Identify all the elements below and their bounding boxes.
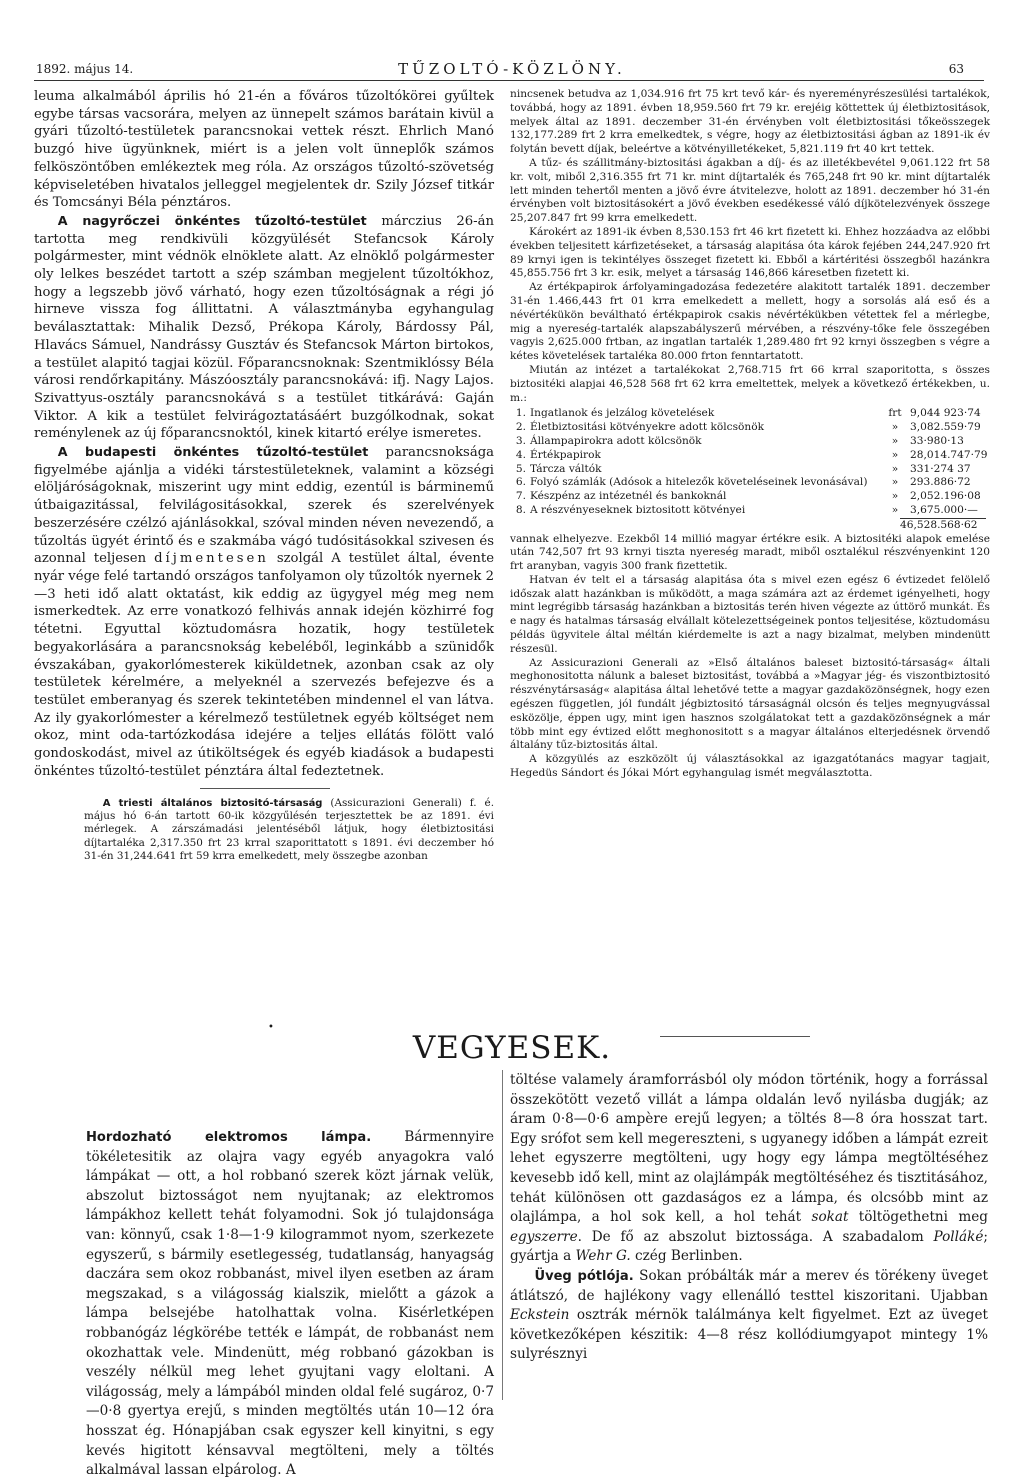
heading-uveg: Üveg pótlója. (534, 1268, 634, 1284)
list-item-amount: 331·274 37 (910, 462, 971, 475)
list-item-label: A részvényeseknek biztositott kötvényei (530, 503, 746, 516)
paragraph-lampa-cont (510, 1071, 988, 1267)
page-number: 63 (948, 62, 964, 76)
heading-triesti: A triesti általános biztositó-társaság (102, 798, 323, 809)
list-item-number: 7. (515, 490, 526, 503)
text-wehr: Wehr G. (575, 1248, 631, 1265)
list-item-currency: » (891, 434, 899, 447)
list-item-label: Állampapirokra adott kölcsönök (530, 434, 702, 447)
text-nagyroczei: márczius 26-án tartotta meg rendkivüli közgyülését Stefancsok Károly polgármester, mint védnök elnöklete alatt. Az elnöklő polgármester oly lelkes beszédet tartott a szép számban megjelent tűzoltókhoz, hogy a legszebb jövő várható, hogy ezen tűzoltóságnak a régi jó hirneve vissza fog állittatni. A választmányba egyhangulag beválasztattak: Mihalik Dezső, Prékopa Károly, Bárdossy Pál, Hlavács Sámuel, Nandrássy Gusztáv és Stefancsok Márton birtokos, a testület alapitó tagjai közül. Főparancsnoknak: Szentmiklóssy Béla városi rendőrkapitány. Mászóosztály parancsnokává: ifj. Nagy Lajos. Szivattyus-osztály parancsnokává s a testület titkárává: Gaján Viktor. A kik a testület felvirágoztatásáért buzgólkodnak, sokat reménylenek az új főparancsnoktól, kinek kitartó erélye ismeretes. (34, 213, 494, 442)
list-item-label: Értékpapirok (530, 448, 601, 461)
text-triesti: (Assicurazioni Generali) f. é. május hó 6-án tartott 60-ik közgyűlésén terjesztettek be az 1891. évi mérlegek. A zárszámadási jelentéséből látjuk, hogy életbiztositási díjtartaléka 2,317.350 frt 23 krral szaporittatott s 1891. évi deczember hó 31-én 31,244.641 frt 59 krra emelkedett, mely összegbe azonban (84, 797, 494, 862)
heading-budapesti: A budapesti önkéntes tűzoltó-testület (57, 444, 369, 460)
list-item-label: Készpénz az intézetnél és bankoknál (530, 490, 727, 503)
list-item-amount: 33·980·13 (910, 434, 964, 447)
list-item-amount: 9,044 923·74 (910, 407, 981, 420)
list-item-number: 4. (515, 448, 526, 461)
list-item-number: 1. (515, 407, 526, 420)
list-item-number: 8. (515, 503, 526, 516)
column-divider (502, 1070, 503, 1400)
list-item (510, 476, 990, 490)
text-lampa-cont-d: ; gyártja a (510, 1228, 988, 1265)
text-budapesti-b: szolgál A testület által, évente nyár vége felé tartandó országos tanfolyamon oly tűzoltók nyernek 2—3 heti idő alatt oktatást, kik eddig az ügygyel még meg nem ismerkedtek. Az erre vonatkozó felhivás annak idején közhirré fog tétetni. Egyuttal köztudomásra hozatik, hogy testületek begyakorlására a parancsnokság kebeléből, leginkább a szünidők évszakában, gyakorlómesterek kiküldetnek, azonban csak az oly testületek kérelmére, a melyeknél a szervezés befejezve és a testület emberanyag és szerek tekintetében mindennel el van látva. Az ily gyakorlómester a kérelmező testületnek egyéb költséget nem okoz, mint oda-tartózkodása idejére a teljes ellátás fölött való gondoskodást, mivel az útiköltségek és egyéb kiadások a budapesti önkéntes tűzoltó-testület pénztára által fedeztetnek. (34, 551, 495, 779)
text-dijmentesen: díjmentesen (154, 551, 269, 567)
paragraph-b4: Az értékpapirok árfolyamingadozása fedezetére alakitott tartalék 1891. deczember 31-én 1.466,443 frt 01 krra emelkedett a mellett, hogy a sorsolás alá eső és a névértékükön beváltható értékpapirok csakis névértékükben vétettek fel a mérlegbe, mig a nyereség-tartalék alapszabályszerű mérvében, a részvény-tőke fele összegében vagyis 2,625.000 frtban, az ingatlan tartalék 1,289.480 frt 92 krnyi összegben s végre a kétes követelések tartaléka 80.000 frton fenntartatott. (510, 281, 990, 363)
list-item-label: Folyó számlák (Adósok a hitelezők követeléseinek levonásával) (530, 476, 868, 489)
text-pollake: Polláké (933, 1228, 984, 1245)
list-item-amount: 293.886·72 (910, 476, 971, 489)
assets-list (510, 407, 990, 517)
paragraph-b1: nincsenek betudva az 1,034.916 frt 75 krt tevő kár- és nyereményrészesülési tartalékok, továbbá, hogy az 1891. évben 18,959.560 frt 79 kr. erejéig köttettek új életbiztositások, melyek által az 1891. deczember 31-én érvényben volt életbiztositási tőkeösszegek 132,177.289 frt 2 krra emelkedtek, s végre, hogy az életbiztositási ágban az 1891-ik év folytán bevett díjak, beleértve a kötvényilletékeket, 5,821.119 frt 40 krt tettek. (510, 88, 990, 156)
paragraph-lampa (86, 1128, 494, 1481)
paragraph-b8: Az Assicurazioni Generali az »Első általános baleset biztositó-társaság« általi meghonositotta nálunk a baleset biztositást, továbbá a »Magyar jég- és viszontbiztositó részvénytársaság« alapitása által lehetővé tette a magyar gazdaközönségnek, hogy ezen egészen független, jól fundált jégbiztositó társaságnál olcsón és teljes megnyugvással esközölje, éppen ugy, mint igen hasznos szolgálatokat tett a gazdaközönségnek a már több mint egy évtized előtt meghonositott s a magyar általános elterjedésnek örvendő általány tűz-biztositás által. (510, 656, 990, 752)
list-item (510, 407, 990, 421)
list-item-number: 2. (515, 421, 526, 434)
list-item (510, 449, 990, 463)
paragraph-budapesti (34, 443, 494, 780)
masthead-title: TŰZOLTÓ-KÖZLÖNY. (398, 60, 626, 78)
list-item-currency: » (891, 503, 899, 516)
list-item-amount: 3,675.000·— (910, 503, 978, 516)
issue-date: 1892. május 14. (36, 62, 134, 76)
list-item-number: 6. (515, 476, 526, 489)
heading-lampa: Hordozható elektromos lámpa. (86, 1130, 372, 1145)
paragraph-uveg (510, 1267, 988, 1365)
list-item-label: Életbiztositási kötvényekre adott kölcsönök (530, 421, 765, 434)
list-item-currency: » (891, 476, 899, 489)
list-item (510, 421, 990, 435)
heading-nagyroczei: A nagyrőczei önkéntes tűzoltó-testület (57, 212, 367, 228)
paragraph-triesti (84, 797, 494, 863)
paragraph-b5: Miután az intézet a tartalékokat 2,768.715 frt 66 krral szaporitotta, s összes biztositéki alapjai 46,528 568 frt 62 krra emeltettek, melyek a következő értékekben, u. m.: (510, 363, 990, 404)
list-item-number: 5. (515, 462, 526, 475)
text-lampa: Bármennyire tökéletesitik az olajra vagy egyéb anyagokra való lámpákat — ott, a hol robbanó szerek közt járnak velük, abszolut biztosságot nem nyujtanak; az elektromos lámpákhoz kellett tehát folyamodni. Sok jó tulajdonsága van: könnyű, csak 1·8—1·9 kilogrammot nyom, szerkezete egyszerű, s bármily esetlegesség, tudatlanság, hanyagság daczára sem okoz robbanást, mivel ilyen esetben az áram megszakad, s a világosság kialszik, mielőtt a gázok a lámpa belsejébe hatolhattak volna. Kisérletképen robbanógáz légkörébe tették e lámpát, de robbanást nem okozhattak vele. Mindenütt, még robbanó gázokban is veszély nélkül meg lehet gyujtani vagy eloltani. A világosság, mely a lámpából minden oldal felé sugároz, 0·7—0·8 gyertya erejű, s minden megtöltés után 10—12 óra hosszat ég. Hónapjában csak egyszer kell kinyitni, s egy kevés higitott kénsavval megtölteni, mely a töltés alkalmával lassan elpárolog. A (86, 1129, 494, 1479)
list-item (510, 435, 990, 449)
text-uveg-a: Sokan próbálták már a merev és törékeny üveget átlátszó, de hajlékony vagy ellenálló testtel kiszoritani. Ujabban (510, 1267, 988, 1304)
list-item-amount: 28,014.747·79 (910, 448, 988, 461)
paragraph-b6: vannak elhelyezve. Ezekből 14 millió magyar értékre esik. A biztositéki alapok emelése után 742,507 frt 93 krnyi tiszta nyereség maradt, miből osztalékul részvényenkint 120 frt aranyban, vagyis 300 frank fizettetik. (510, 532, 990, 573)
text-sokat: sokat (811, 1209, 849, 1226)
text-egyszerre: egyszerre (510, 1228, 578, 1245)
list-item-amount: 2,052.196·08 (910, 490, 981, 503)
list-item-number: 3. (515, 434, 526, 447)
text-lampa-cont-a: töltése valamely áramforrásból oly módon történik, hogy a forrással összekötött vezető villát a lámpa oldalán levő nyilásba dugják; az áram 0·8—0·6 ampère erejű legyen; a töltés 8—8 óra hosszat tart. Egy srófot sem kell megereszteni, s ugyanegy időben a lámpát ezreit lehet egyszerre megtölteni, ugy hogy egy lámpa megtöltéséhez kevesebb idő kell, mint az olajlámpák megtöltéséhez és tisztitásához, tehát különösen ott gazdaságos ez a lámpa, és olcsóbb mint az olajlámpa, a hol sok kell, a hol tehát (510, 1072, 988, 1226)
paragraph-b9: A közgyülés az eszközölt új választásokkal az igazgatótanács magyar tagjait, Hegedüs Sándort és Jókai Mórt egyhangulag ismét megválasztotta. (510, 753, 990, 780)
list-item-currency: » (891, 490, 899, 503)
paragraph-b2: A tűz- és szállitmány-biztositási ágakban a díj- és az illetékbevétel 9,061.122 frt 58 kr. volt, miből 2,316.355 frt 71 kr. mint díjtartalék és 765,248 frt 90 kr. mint díjtartalék lett minden tehertől menten a jövő évre átvitelezve, holott az 1891. deczember hó 31-én érvényben volt biztositásokért a jövő években esedékessé váló díjkötelezvények összege 25,207.847 frt 99 krra emelkedett. (510, 156, 990, 225)
right-column-top (510, 88, 990, 781)
text-eckstein: Eckstein (510, 1307, 570, 1324)
list-item (510, 490, 990, 504)
bottom-left-column (86, 1128, 494, 1481)
article-separator (200, 788, 330, 789)
paragraph-ehrlich: leuma alkalmából április hó 21-én a főváros tűzoltókörei gyűltek egybe társas vacsorára, melyen az ünnepelt számos barátain kivül a gyári tűzoltó-testületek parancsnokai vettek részt. Ehrlich Manó buzgó hive ügyünknek, miért is a jelen volt ünneplők számos felköszöntőben emlékeztek meg róla. Az országos tűzoltó-szövetség képviseletében hivatalos jelleggel megjelentek dr. Szily József titkár és Tomcsányi Béla pénztáros. (34, 89, 494, 211)
assets-total: 46,528.568·62 (900, 518, 986, 533)
list-item (510, 463, 990, 477)
paragraph-b3: Károkért az 1891-ik évben 8,530.153 frt 46 krt fizetett ki. Ehhez hozzáadva az előbbi években teljesitett kárfizetéseket, a társaság alapitása óta károk fejében 244,247.920 frt 89 krnyi igen is tekintélyes összeget fizetett ki. Ebből a kártéritési összegből hazánkra 45,855.756 frt 3 kr. esik, melyet a társaság 146,866 káresetben fizetett ki. (510, 225, 990, 280)
header-rule (34, 80, 984, 81)
text-lampa-cont-b: töltögethetni meg (848, 1209, 988, 1226)
text-uveg-b: osztrák mérnök találmánya kelt figyelmet. Ezt az üveget következőképen készitik: 4—8 rész kollódiumgyapot mintegy 1% sulyrésznyi (510, 1307, 988, 1363)
paragraph-nagyroczei (34, 212, 494, 443)
list-item (510, 504, 990, 518)
text-lampa-cont-c: . De fő az abszolut biztossága. A szabadalom (577, 1228, 934, 1245)
dot-mark: • (268, 1022, 274, 1033)
list-item-amount: 3,082.559·79 (910, 421, 981, 434)
left-column-top (34, 88, 494, 780)
text-lampa-cont-e: czég Berlinben. (630, 1248, 743, 1265)
list-item-currency: » (891, 421, 899, 434)
text-budapesti-a: parancsnoksága figyelmébe ajánlja a vidéki társtestületeknek, valamint a községi elöljáróságoknak, miszerint ugy mint eddig, ezentúl is bárminemű útbaigazitással, felvilágositásokkal, szerek és szerelvények beszerzésére czélzó ajánlásokkal, szóval minden néven nevezendő, a tűzoltás ügyét érintő és e szakmába vágó tudósitásokkal szivesen és azonnal teljesen (34, 445, 494, 567)
list-item-label: Ingatlanok és jelzálog követelések (530, 407, 715, 420)
list-item-currency: » (891, 448, 899, 461)
list-item-currency: » (891, 462, 899, 475)
list-item-label: Tárcza váltók (530, 462, 602, 475)
paragraph-b7: Hatvan év telt el a társaság alapitása óta s mivel ezen egész 6 évtizedet felölelő időszak alatt hazánkban is működött, a maga számára azt az érdemet igényelheti, hogy mint legrégibb társaság hazánkban a biztositás terén hiven végezte az úttörő munkát. És e nagy és hatalmas társaság elvállalt kötelezettségeinek pontos teljesitése, köztudomásu példás ügyvitele által méltán kiérdemelte is azt a nagy bizalmat, melyben mindenütt részesül. (510, 573, 990, 655)
list-item-currency: frt (888, 407, 902, 420)
bottom-right-column (510, 1071, 988, 1365)
left-column-triesti (84, 797, 494, 863)
section-title: VEGYESEK. (412, 1030, 612, 1066)
